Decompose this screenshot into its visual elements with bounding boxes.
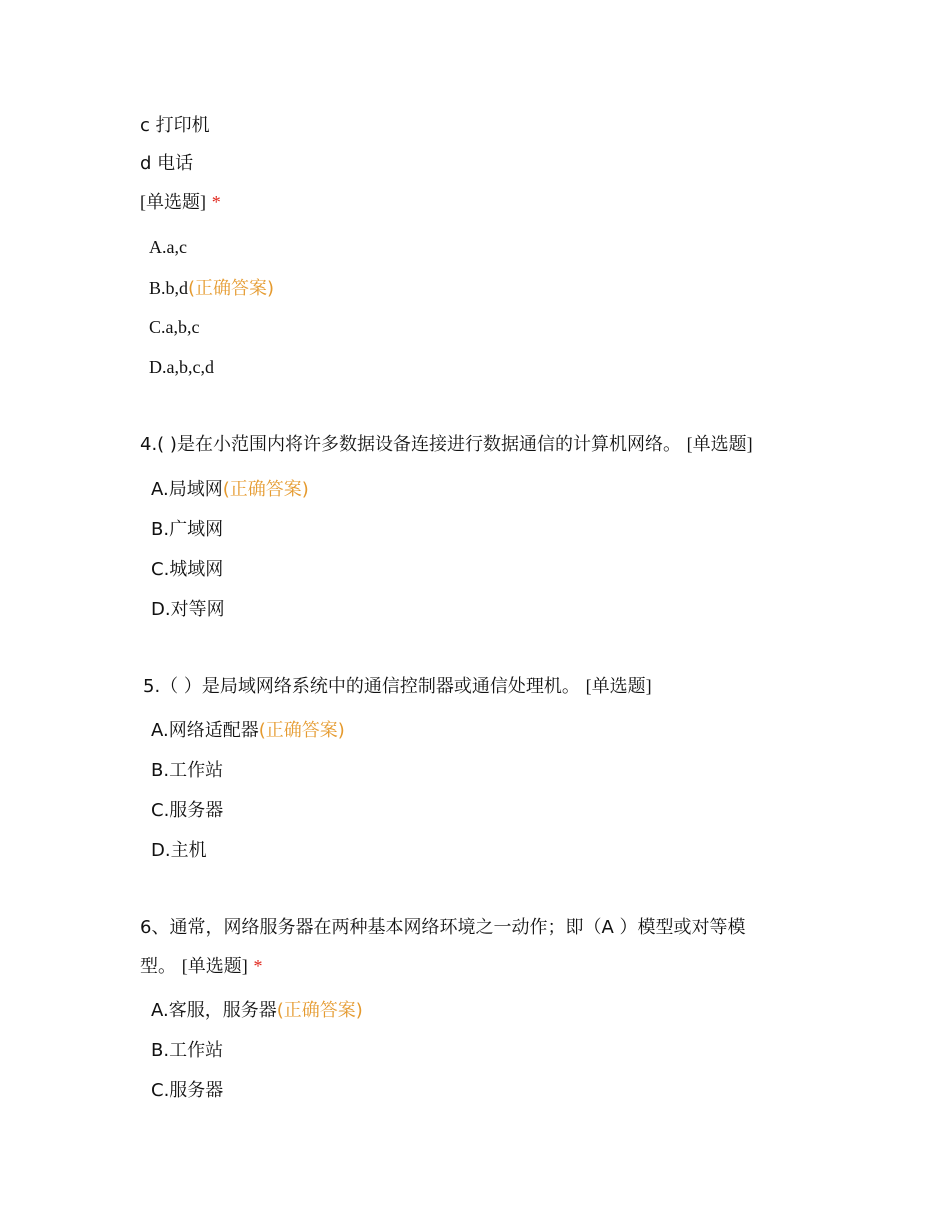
q4-choice-d[interactable]	[151, 598, 225, 622]
q4-prompt: 4.( )是在小范围内将许多数据设备连接进行数据通信的计算机网络。	[140, 434, 681, 455]
q3-choice-c[interactable]	[149, 315, 199, 339]
q3-choice-b-label: B.b,d	[149, 278, 189, 298]
q5-correct-answer-badge: (正确答案)	[258, 720, 345, 741]
q4-choice-c-label: C.城域网	[151, 559, 224, 580]
q5-choice-c-label: C.服务器	[151, 800, 224, 821]
q3-choice-c-label: C.a,b,c	[149, 317, 200, 337]
q6-choice-a[interactable]	[151, 999, 363, 1023]
q5-choice-d[interactable]	[151, 839, 207, 863]
q3-choice-b[interactable]	[149, 276, 274, 301]
q5-type-tag: [单选题]	[585, 676, 652, 696]
q5-choice-c[interactable]	[151, 799, 223, 823]
q3-choice-a-label: A.a,c	[149, 237, 187, 257]
q5-prompt-line	[143, 674, 652, 699]
q6-prompt-line-1	[140, 916, 745, 940]
q6-prompt-part-1: 6、通常，网络服务器在两种基本网络环境之一动作；即（A ）模型或对等模	[140, 917, 746, 938]
q5-choice-b-label: B.工作站	[151, 760, 224, 781]
q6-type-tag: [单选题]	[181, 956, 248, 976]
q3-required-mark: *	[211, 192, 221, 212]
q6-choice-c[interactable]	[151, 1079, 223, 1103]
q4-choice-a[interactable]	[151, 478, 309, 502]
q3-option-d-text	[140, 152, 193, 176]
q3-type-line	[140, 190, 221, 215]
q6-prompt-line-2	[140, 954, 262, 979]
q4-choice-d-label: D.对等网	[151, 599, 225, 620]
q3-option-c-label: c 打印机	[140, 115, 210, 136]
q4-choice-b-label: B.广域网	[151, 519, 224, 540]
q6-choice-a-label: A.客服，服务器	[151, 1000, 277, 1021]
q3-choice-a[interactable]	[149, 235, 187, 259]
q3-option-d-label: d 电话	[140, 153, 194, 174]
q6-correct-answer-badge: (正确答案)	[276, 1000, 363, 1021]
q4-type-tag: [单选题]	[686, 434, 753, 454]
q6-required-mark: *	[253, 956, 263, 976]
q5-choice-a[interactable]	[151, 719, 345, 743]
q3-type-tag: [单选题]	[140, 192, 206, 212]
q5-choice-d-label: D.主机	[151, 840, 207, 861]
q3-correct-answer-badge: (正确答案)	[188, 278, 275, 299]
q4-choice-a-label: A.局域网	[151, 479, 223, 500]
q3-option-c-text	[140, 114, 210, 138]
q5-prompt: 5.（ ）是局域网络系统中的通信控制器或通信处理机。	[143, 676, 580, 697]
q3-choice-d-label: D.a,b,c,d	[149, 357, 214, 377]
q6-choice-c-label: C.服务器	[151, 1080, 224, 1101]
q6-prompt-part-2: 型。	[140, 956, 176, 977]
q4-choice-c[interactable]	[151, 558, 223, 582]
q5-choice-a-label: A.网络适配器	[151, 720, 259, 741]
q4-correct-answer-badge: (正确答案)	[222, 479, 309, 500]
q6-choice-b[interactable]	[151, 1039, 223, 1063]
q5-choice-b[interactable]	[151, 759, 223, 783]
q3-choice-d[interactable]	[149, 355, 214, 379]
q4-choice-b[interactable]	[151, 518, 223, 542]
q6-choice-b-label: B.工作站	[151, 1040, 224, 1061]
q4-prompt-line	[140, 432, 753, 457]
